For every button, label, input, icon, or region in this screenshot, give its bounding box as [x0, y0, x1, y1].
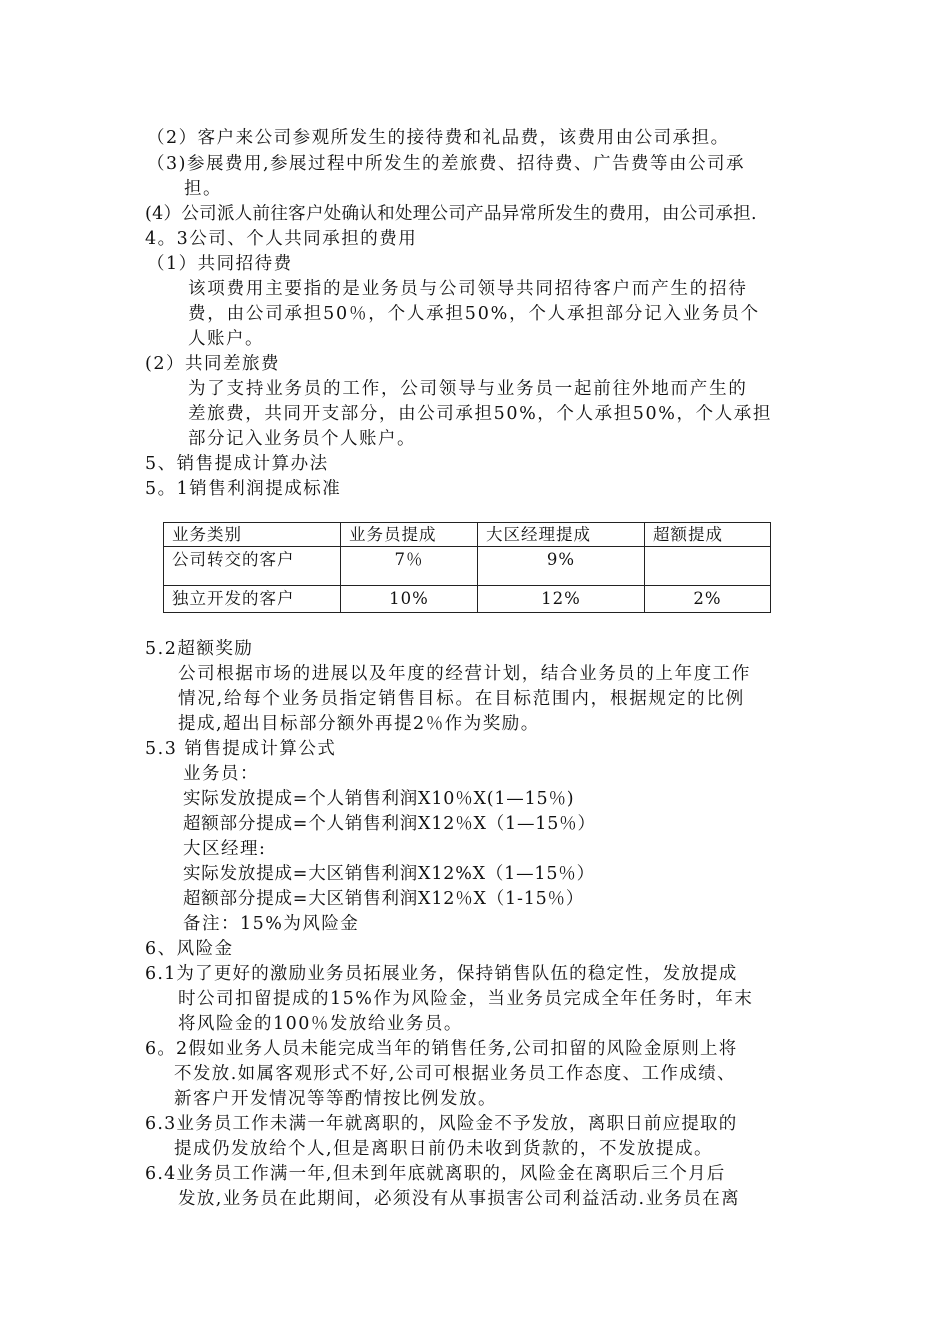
- subsection-heading: 5.2超额奖励: [145, 639, 254, 659]
- text-line: 为了支持业务员的工作，公司领导与业务员一起前往外地而产生的: [188, 379, 748, 399]
- formula-line: 超额部分提成=大区销售利润X12％X（1-15％）: [183, 889, 585, 909]
- table-cell: 10%: [341, 586, 478, 613]
- table-row: [164, 586, 771, 613]
- text-line: 公司根据市场的进展以及年度的经营计划，结合业务员的上年度工作: [178, 664, 751, 684]
- text-line: 费，由公司承担50％，个人承担50%，个人承担部分记入业务员个: [188, 304, 760, 324]
- text-line: 不发放.如属客观形式不好,公司可根据业务员工作态度、工作成绩、: [174, 1064, 737, 1084]
- text-line: (4）公司派人前往客户处确认和处理公司产品异常所发生的费用，由公司承担.: [145, 204, 757, 224]
- text-line: （2）客户来公司参观所发生的接待费和礼品费，该费用由公司承担。: [147, 128, 730, 148]
- text-line: 6.4业务员工作满一年,但未到年底就离职的，风险金在离职后三个月后: [145, 1164, 726, 1184]
- text-line: 6.1为了更好的激励业务员拓展业务，保持销售队伍的稳定性，发放提成: [145, 964, 738, 984]
- subsection-heading: (2）共同差旅费: [145, 354, 280, 374]
- formula-line: 超额部分提成=个人销售利润X12％X（1—15％）: [183, 814, 596, 834]
- table-cell: 独立开发的客户: [164, 586, 341, 613]
- section-heading: 5、销售提成计算办法: [145, 454, 329, 474]
- table-cell: 7％: [341, 547, 478, 586]
- text-line: 6.3业务员工作未满一年就离职的，风险金不予发放，离职日前应提取的: [145, 1114, 738, 1134]
- text-line: 情况,给每个业务员指定销售目标。在目标范围内，根据规定的比例: [178, 689, 746, 709]
- text-line: 部分记入业务员个人账户。: [188, 429, 416, 449]
- table-header-cell: 超额提成: [645, 523, 771, 547]
- formula-line: 实际发放提成=大区销售利润X12%X（1—15％）: [183, 864, 595, 884]
- text-line: 大区经理:: [183, 839, 267, 859]
- text-line: （3)参展费用,参展过程中所发生的差旅费、招待费、广告费等由公司承: [147, 154, 746, 174]
- table-header-cell: 业务类别: [164, 523, 341, 547]
- text-line: 将风险金的100％发放给业务员。: [178, 1014, 463, 1034]
- subsection-heading: 5.3 销售提成计算公式: [145, 739, 337, 759]
- table-cell: 12%: [478, 586, 645, 613]
- text-line: 担。: [184, 179, 222, 199]
- text-line: 业务员：: [183, 764, 259, 784]
- text-line: 新客户开发情况等等酌情按比例发放。: [174, 1089, 497, 1109]
- table-cell: 9%: [478, 547, 645, 586]
- commission-table: [163, 522, 771, 613]
- text-line: 提成仍发放给个人,但是离职日前仍未收到货款的，不发放提成。: [174, 1139, 714, 1159]
- text-line: 发放,业务员在此期间，必须没有从事损害公司利益活动.业务员在离: [178, 1189, 741, 1209]
- table-header-row: [164, 523, 771, 547]
- table-header-cell: 大区经理提成: [478, 523, 645, 547]
- subsection-heading: （1）共同招待费: [147, 254, 293, 274]
- text-line: 人账户。: [188, 329, 264, 349]
- table-cell: 2%: [645, 586, 771, 613]
- section-heading: 5。1销售利润提成标准: [145, 479, 342, 499]
- table-row: [164, 547, 771, 586]
- table-cell: [645, 547, 771, 586]
- note-line: 备注：15%为风险金: [183, 914, 360, 934]
- text-line: 差旅费，共同开支部分，由公司承担50%，个人承担50%，个人承担: [188, 404, 772, 424]
- section-heading: 6、风险金: [145, 939, 234, 959]
- table-header-cell: 业务员提成: [341, 523, 478, 547]
- section-heading: 4。3公司、个人共同承担的费用: [145, 229, 418, 249]
- table-cell: 公司转交的客户: [164, 547, 341, 586]
- text-line: 6。2假如业务人员未能完成当年的销售任务,公司扣留的风险金原则上将: [145, 1039, 738, 1059]
- text-line: 该项费用主要指的是业务员与公司领导共同招待客户而产生的招待: [188, 279, 748, 299]
- text-line: 提成,超出目标部分额外再提2％作为奖励。: [178, 714, 540, 734]
- text-line: 时公司扣留提成的15%作为风险金，当业务员完成全年任务时，年末: [178, 989, 754, 1009]
- formula-line: 实际发放提成=个人销售利润X10％X(1—15％): [183, 789, 575, 809]
